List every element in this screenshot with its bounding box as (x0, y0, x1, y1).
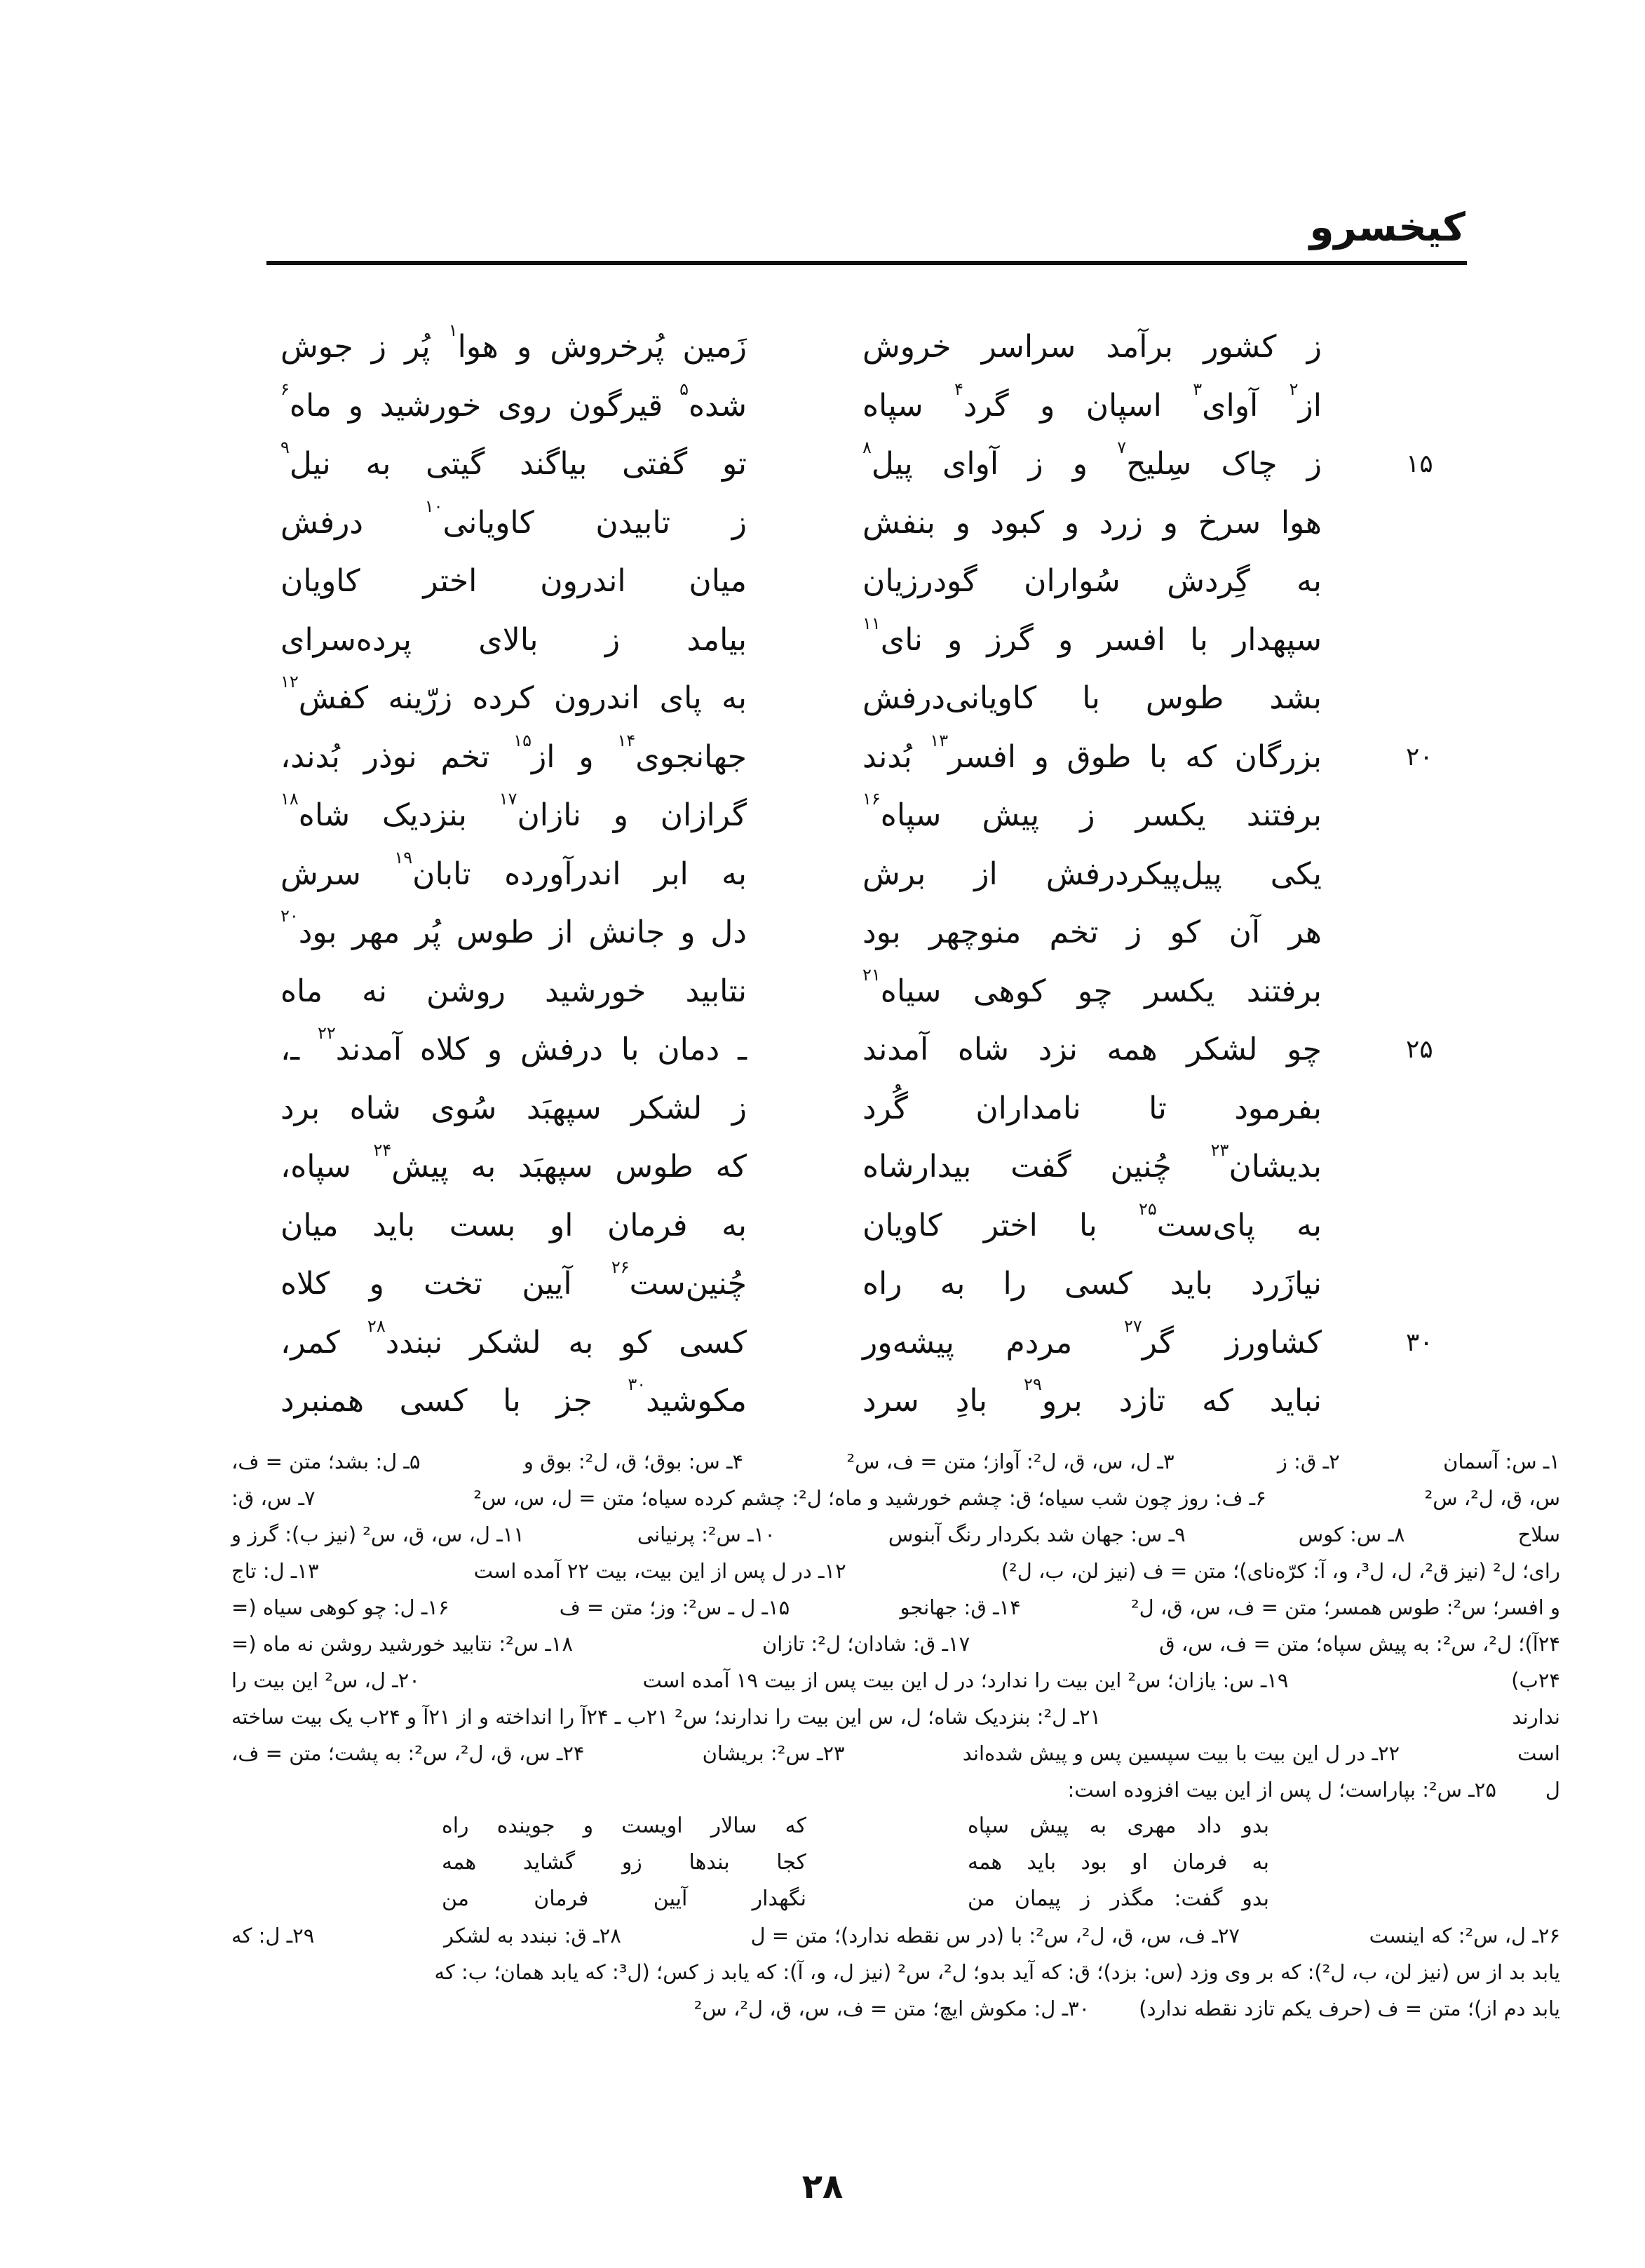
hemistich-left (280, 1198, 747, 1254)
verse-text: سپهدار با افسر و گرز و نای (880, 621, 1322, 658)
verse-text: مردم پیشه‌ور (862, 1324, 1124, 1361)
verse-row (0, 729, 1645, 788)
footnote-line (231, 1735, 1560, 1771)
hemistich-right (862, 1022, 1322, 1078)
verse-text: تو گفتی بیاگند گیتی به نیل (289, 446, 747, 482)
footnote-marker: ۵ (679, 379, 689, 399)
verse-text: که طوس سپهبَد به پیش (391, 1149, 747, 1184)
verse-text: کشاورز گر (1142, 1324, 1322, 1361)
verse-text: نیازَرد باید کسی را به راه (862, 1266, 1322, 1302)
verse-text: ـ، (280, 1032, 318, 1067)
footnote-entry: یابد بد از س (نیز لن، ب، ل²): که بر وی وزد (س: بزد)؛ ق: که آید بدو؛ ل²، س² (نیز ل، و، آ): که یابد ز کس؛ (ل³: که یابد همان؛ ب: که (434, 1960, 1560, 1984)
footnote-line (231, 1443, 1560, 1480)
verse-text: بدیشان (1228, 1149, 1322, 1184)
hemistich-right (862, 1198, 1322, 1254)
footnote-entry: ۸ـ س: کوس (1298, 1523, 1405, 1546)
footnote-marker: ۱۹ (394, 847, 413, 868)
footnote-marker: ۴ (954, 379, 963, 399)
footnote-poem-hemistich-left: کجا بندها زو گشاید همه (442, 1850, 806, 1875)
footnote-entry: ۳ـ ل، س، ق، ل²: آواز؛ متن = ف، س² (846, 1450, 1174, 1473)
footnote-line (231, 1699, 1560, 1735)
footnote-entry: ۵ـ ل: بشد؛ متن = ف، (231, 1450, 421, 1473)
verse-text: گرازان و نازان (517, 797, 747, 833)
verse-text: از (1298, 387, 1322, 424)
footnote-entry: ۱۹ـ س: یازان؛ س² این بیت را ندارد؛ در ل این بیت پس از بیت ۱۹ آمده است (642, 1668, 1289, 1692)
footnote-marker: ۱۴ (617, 730, 636, 750)
footnote-entry: ۶ـ ف: روز چون شب سیاه؛ ق: چشم خورشید و ماه؛ ل²: چشم کرده سیاه؛ متن = ل، س، س² (473, 1486, 1266, 1510)
verse-text: میان اندرون اختر کاویان (280, 563, 747, 599)
footnote-entry: و افسر؛ س²: طوس همسر؛ متن = ف، س، ق، ل² (1130, 1595, 1560, 1619)
hemistich-left (280, 1022, 747, 1078)
verse-row (0, 788, 1645, 846)
verse-text: بیامد ز بالای پرده‌سرای (280, 621, 747, 658)
verse-text: به پای اندرون کرده زرّینه کفش (298, 680, 747, 716)
verse-row (0, 1315, 1645, 1374)
hemistich-left (280, 553, 747, 609)
verse-text: مکوشید (646, 1383, 747, 1419)
footnote-poem-hemistich-right: بدو گفت: مگذر ز پیمان من (968, 1886, 1269, 1911)
footnote-marker: ۳ (1193, 379, 1203, 399)
hemistich-right (862, 1373, 1322, 1429)
footnote-marker: ۱۲ (280, 672, 299, 691)
footnote-entry: ۲۸ـ ق: نبندد به لشکر (443, 1924, 621, 1948)
footnote-line (231, 1480, 1560, 1516)
footnote-marker: ۲۲ (317, 1023, 336, 1043)
hemistich-right (862, 1256, 1322, 1312)
footnote-entry: ۱ـ س: آسمان (1443, 1450, 1560, 1473)
hemistich-right (862, 846, 1322, 903)
footnote-entry: ۱۷ـ ق: شادان؛ ل²: تازان (762, 1632, 970, 1656)
hemistich-left (280, 670, 747, 727)
verse-text: آوای (1202, 387, 1289, 424)
footnote-marker: ۱۳ (930, 730, 949, 750)
footnote-entry: ۳۰ـ ل: مکوش ایچ؛ متن = ف، س، ق، ل²، س² (693, 1997, 1090, 2020)
hemistich-right (862, 495, 1322, 551)
hemistich-right (862, 1139, 1322, 1195)
verse-row (0, 1256, 1645, 1315)
verse-text: درفش (280, 504, 425, 541)
footnote-poem-verse (231, 1881, 1560, 1917)
footnote-line (231, 1553, 1560, 1589)
hemistich-left (280, 964, 747, 1020)
verse-text: قیرگون روی خورشید و ماه (289, 387, 680, 424)
footnote-marker: ۱۵ (513, 730, 532, 750)
verse-row (0, 1022, 1645, 1081)
footnote-marker: ۲۶ (611, 1257, 630, 1277)
verse-row (0, 1198, 1645, 1257)
verse-text: سپاه (862, 387, 954, 424)
footnote-poem-verse (231, 1808, 1560, 1844)
footnote-line (231, 1516, 1560, 1553)
footnote-line (231, 1954, 1560, 1990)
footnote-entry: ۷ـ س، ق: (231, 1486, 316, 1510)
verse-text: چُنین‌ست (629, 1266, 747, 1302)
verse-row (0, 1139, 1645, 1198)
hemistich-right (862, 1081, 1322, 1137)
footnote-entry: ۲۴ـ س، ق، ل²، س²: به پشت؛ متن = ف، (231, 1741, 585, 1765)
verse-text: ز چاک سِلیح (1126, 446, 1322, 482)
verse-text: یکی پیل‌پیکردرفش از برش (862, 856, 1322, 892)
footnote-entry: ۲۵ـ س²: بپاراست؛ ل پس از این بیت افزوده است: (1067, 1778, 1496, 1802)
footnote-marker: ۲۴ (373, 1140, 392, 1160)
hemistich-right (862, 788, 1322, 844)
footnote-entry: است (1517, 1741, 1560, 1765)
footnote-entry: ۱۱ـ ل، س، ق، س² (نیز ب): گرز و (231, 1523, 524, 1546)
verse-text: جهانجوی (635, 738, 747, 775)
verse-line-number: ۲۰ (1406, 742, 1433, 771)
verse-text: پُر ز جوش (280, 329, 449, 365)
verse-text: شده (688, 387, 747, 424)
page-number: ۲۸ (801, 2167, 844, 2206)
hemistich-right (862, 436, 1322, 492)
footnote-marker: ۱۸ (280, 789, 299, 809)
verse-text: ـ دمان با درفش و کلاه آمدند (335, 1032, 747, 1067)
verse-text: چو لشکر همه نزد شاه آمدند (862, 1032, 1322, 1067)
footnote-marker: ۲۸ (367, 1316, 386, 1336)
verse-text: به پای‌ست (1156, 1207, 1322, 1243)
footnote-entry: ۲۳ـ س²: بریشان (702, 1741, 845, 1765)
verse-row (0, 612, 1645, 671)
verse-text: بفرمود تا نامداران گُرد (862, 1090, 1322, 1126)
footnote-entry: ۲۱ـ ل²: بنزدیک شاه؛ ل، س این بیت را ندارند؛ س² ۲۱ب ـ ۲۴آ را انداخته و از ۲۱آ و ۲۴ب یک بیت ساخته (231, 1705, 1102, 1729)
hemistich-right (862, 905, 1322, 961)
verse-text: به ابر اندرآورده تابان (412, 856, 747, 892)
verse-row (0, 670, 1645, 729)
footnote-poem-hemistich-left: که سالار اویست و جوینده راه (442, 1814, 806, 1838)
footnote-entry: ۱۵ـ ل ـ س²: وز؛ متن = ف (559, 1595, 790, 1619)
footnote-entry: سلاح (1517, 1523, 1560, 1546)
hemistich-left (280, 436, 747, 492)
footnotes (231, 1443, 1560, 2027)
footnote-line (231, 1990, 1560, 2027)
footnote-marker: ۲۳ (1210, 1140, 1229, 1160)
footnote-marker: ۲۵ (1138, 1199, 1157, 1219)
verse-text: هر آن کو ز تخم منوچهر بود (862, 914, 1322, 950)
footnote-marker: ۸ (862, 438, 872, 457)
hemistich-right (862, 964, 1322, 1020)
footnote-marker: ۲۹ (1024, 1375, 1042, 1394)
verse-text: بُدند (862, 738, 930, 775)
footnote-entry: ۱۴ـ ق: جهانجو (900, 1595, 1021, 1619)
footnote-entry: ۴ـ س: بوق؛ ق، ل²: بوق و (523, 1450, 744, 1473)
footnote-entry: ۲۹ـ ل: که (231, 1924, 315, 1948)
footnote-marker: ۹ (280, 438, 290, 457)
footnote-line (231, 1626, 1560, 1662)
verse-text: دل و جانش از طوس پُر مهر بود (298, 914, 747, 950)
footnote-marker: ۲۷ (1123, 1316, 1142, 1336)
footnote-entry: ۱۰ـ س²: پرنیانی (637, 1523, 776, 1546)
verse-text: سپاه، (280, 1149, 374, 1184)
footnote-entry: ۲ـ ق: ز (1277, 1450, 1340, 1473)
footnote-entry: ندارند (1512, 1705, 1560, 1729)
footnote-entry: ۱۸ـ س²: نتابید خورشید روشن نه ماه (= (231, 1632, 574, 1656)
verse-text: جز با کسی همنبرد (280, 1383, 628, 1419)
verse-text: بنزدیک شاه (298, 797, 499, 833)
verse-text: برفتند یکسر چو کوهی سیاه (880, 973, 1322, 1009)
footnote-line (231, 1917, 1560, 1954)
verse-text: برفتند یکسر ز پیش سپاه (880, 797, 1322, 833)
footnote-line (231, 1589, 1560, 1626)
verse-block (0, 319, 1645, 1432)
verse-text: با اختر کاویان (862, 1207, 1139, 1243)
hemistich-left (280, 1373, 747, 1429)
footnote-marker: ۱۷ (499, 789, 517, 809)
footnote-poem-verse (231, 1844, 1560, 1881)
verse-text: و از (532, 738, 618, 775)
verse-text: تخم نوذر بُدند، (280, 738, 514, 775)
verse-text: آیین تخت و کلاه (280, 1266, 611, 1302)
footnote-marker: ۲۰ (280, 906, 299, 926)
verse-text: نباید که تازد برو (1041, 1383, 1322, 1419)
hemistich-left (280, 612, 747, 668)
hemistich-right (862, 319, 1322, 375)
verse-text: هوا سرخ و زرد و کبود و بنفش (862, 504, 1322, 541)
verse-text: اسپان و گرد (963, 387, 1193, 424)
footnote-marker: ۲ (1289, 379, 1299, 399)
hemistich-left (280, 788, 747, 844)
footnote-marker: ۲۱ (862, 964, 881, 985)
footnote-entry: ۹ـ س: جهان شد بکردار رنگ آبنوس (888, 1523, 1186, 1546)
verse-text: به فرمان او بست باید میان (280, 1207, 747, 1243)
verse-row (0, 1081, 1645, 1140)
footnote-entry: ۱۶ـ ل: چو کوهی سیاه (= (231, 1595, 449, 1619)
verse-text: بزرگان که با طوق و افسر (948, 738, 1322, 775)
verse-row (0, 319, 1645, 378)
footnote-entry: ل (1545, 1778, 1560, 1802)
footnote-poem-hemistich-right: به فرمان او بود باید همه (968, 1850, 1269, 1875)
hemistich-left (280, 378, 747, 434)
verse-text: بشد طوس با کاویانی‌درفش (862, 680, 1322, 716)
footnote-entry: ۱۳ـ ل: تاج (231, 1559, 319, 1583)
footnote-marker: ۳۰ (628, 1375, 647, 1394)
hemistich-left (280, 905, 747, 961)
verse-text: زَمین پُرخروش و هوا (457, 329, 747, 365)
verse-row (0, 495, 1645, 554)
verse-row (0, 905, 1645, 964)
verse-row (0, 553, 1645, 612)
hemistich-left (280, 846, 747, 903)
verse-text: ز تابیدن کاویانی (442, 504, 747, 541)
hemistich-right (862, 729, 1322, 785)
verse-row (0, 1373, 1645, 1432)
footnote-poem-hemistich-left: نگهدار آیین فرمان من (442, 1886, 806, 1911)
footnote-entry: ۲۲ـ در ل این بیت با بیت سپسین پس و پیش شده‌اند (962, 1741, 1400, 1765)
footnote-marker: ۱۶ (862, 789, 881, 809)
hemistich-right (862, 612, 1322, 668)
hemistich-right (862, 553, 1322, 609)
hemistich-left (280, 1081, 747, 1137)
verse-text: ز کشور برآمد سراسر خروش (862, 329, 1322, 365)
footnote-entry: ۲۰ـ ل، س² این بیت را (231, 1668, 420, 1692)
running-header-title: کیخسرو (1309, 205, 1465, 250)
header-rule (266, 261, 1467, 265)
footnote-marker: ۱ (448, 320, 458, 340)
hemistich-left (280, 319, 747, 375)
verse-text: کسی کو به لشکر نبندد (385, 1324, 747, 1361)
hemistich-right (862, 670, 1322, 727)
verse-line-number: ۱۵ (1406, 450, 1433, 478)
footnote-marker: ۱۱ (862, 613, 881, 633)
hemistich-left (280, 1256, 747, 1312)
verse-text: چُنین گفت بیدارشاه (862, 1149, 1211, 1184)
footnote-entry: ۲۴آ)؛ ل²، س²: به پیش سپاه؛ متن = ف، س، ق (1159, 1632, 1560, 1656)
verse-row (0, 436, 1645, 495)
verse-text: به گِردش سُواران گودرزیان (862, 563, 1322, 599)
footnote-entry: ۲۶ـ ل، س²: که اینست (1369, 1924, 1560, 1948)
footnote-marker: ۷ (1117, 438, 1127, 457)
verse-text: کمر، (280, 1324, 367, 1361)
verse-text: سرش (280, 856, 395, 892)
verse-text: و ز آوای پیل (871, 446, 1118, 482)
hemistich-right (862, 378, 1322, 434)
footnote-entry: ۲۷ـ ف، س، ق، ل²، س²: با (در س نقطه ندارد)؛ متن = ل (750, 1924, 1240, 1948)
verse-text: ز لشکر سپهبَد سُوی شاه برد (280, 1090, 747, 1126)
footnote-marker: ۶ (280, 379, 290, 399)
footnote-entry: ۱۲ـ در ل پس از این بیت، بیت ۲۲ آمده است (473, 1559, 846, 1583)
verse-line-number: ۳۰ (1406, 1328, 1433, 1357)
footnote-entry: رای؛ ل² (نیز ق²، ل، ل³، و، آ: کرّه‌نای)؛ متن = ف (نیز لن، ب، ل²) (1001, 1559, 1560, 1583)
hemistich-left (280, 1139, 747, 1195)
footnote-line (231, 1771, 1560, 1808)
hemistich-left (280, 729, 747, 785)
verse-row (0, 378, 1645, 437)
hemistich-left (280, 495, 747, 551)
footnote-poem-hemistich-right: بدو داد مهری به پیش سپاه (968, 1814, 1269, 1838)
verse-line-number: ۲۵ (1406, 1035, 1433, 1064)
footnote-line (231, 1662, 1560, 1699)
verse-text: نتابید خورشید روشن نه ماه (280, 973, 747, 1009)
footnote-entry: ۲۴ب) (1511, 1668, 1560, 1692)
verse-row (0, 846, 1645, 905)
verse-text: بادِ سرد (862, 1383, 1024, 1419)
footnote-marker: ۱۰ (424, 496, 443, 516)
footnote-entry: یابد دم از)؛ متن = ف (حرف یکم تازد نقطه ندارد) (1139, 1997, 1560, 2020)
hemistich-left (280, 1315, 747, 1371)
hemistich-right (862, 1315, 1322, 1371)
footnote-entry: س، ق، ل²، س² (1424, 1486, 1560, 1510)
verse-row (0, 964, 1645, 1022)
